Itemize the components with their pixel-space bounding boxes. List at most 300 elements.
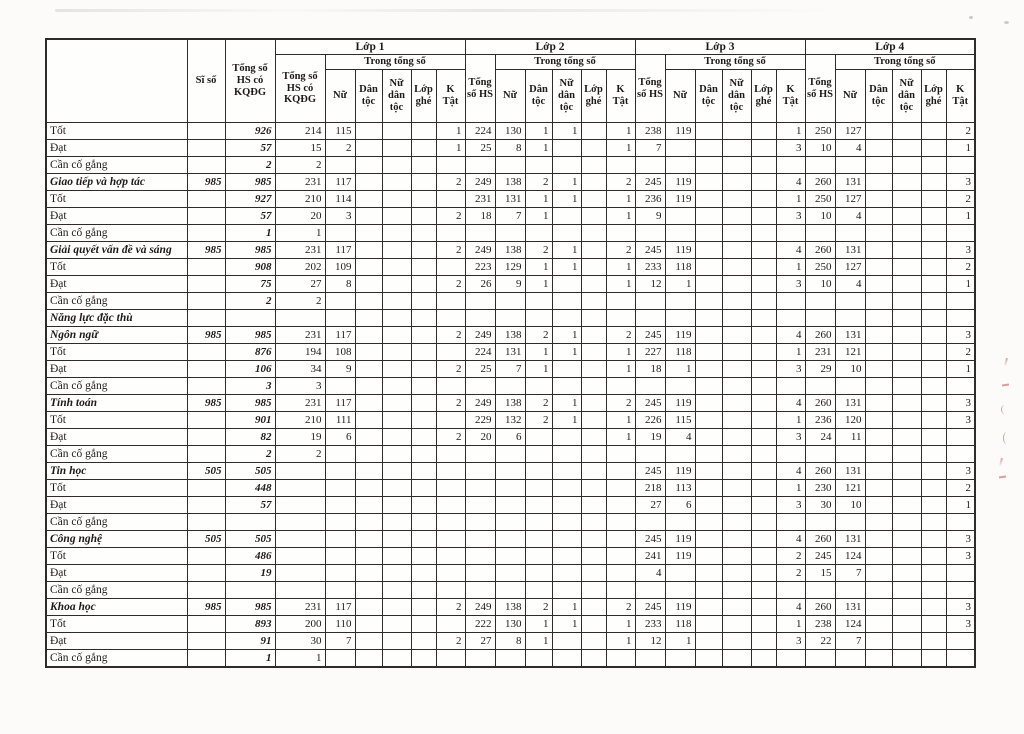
table-cell: 1 (946, 497, 975, 514)
table-cell: 2 (225, 157, 275, 174)
table-cell (722, 429, 751, 446)
table-cell: 1 (552, 174, 581, 191)
table-cell (751, 633, 776, 650)
table-cell (635, 293, 665, 310)
table-cell (751, 548, 776, 565)
table-cell: 119 (665, 327, 695, 344)
table-cell (776, 582, 805, 599)
table-cell: 57 (225, 208, 275, 225)
table-cell: 486 (225, 548, 275, 565)
table-cell (665, 310, 695, 327)
table-cell (695, 140, 722, 157)
table-cell: 1 (552, 327, 581, 344)
row-label: Giao tiếp và hợp tác (46, 174, 187, 191)
table-cell (581, 514, 606, 531)
table-cell (382, 123, 411, 140)
table-cell: 260 (805, 531, 835, 548)
table-cell: 218 (635, 480, 665, 497)
table-row (46, 429, 975, 446)
table-cell (581, 378, 606, 395)
table-cell (411, 276, 436, 293)
table-cell (695, 208, 722, 225)
table-cell (751, 293, 776, 310)
table-cell (325, 310, 355, 327)
table-cell (581, 497, 606, 514)
table-cell (695, 599, 722, 616)
table-cell (865, 650, 892, 668)
table-cell: 131 (835, 395, 865, 412)
table-cell (921, 123, 946, 140)
table-cell (805, 446, 835, 463)
table-cell: 8 (495, 140, 525, 157)
table-cell (382, 395, 411, 412)
table-cell: 2 (946, 191, 975, 208)
table-cell: 131 (835, 327, 865, 344)
table-cell (751, 140, 776, 157)
table-body (46, 123, 975, 668)
table-cell (581, 276, 606, 293)
table-cell (865, 276, 892, 293)
table-cell: 245 (635, 327, 665, 344)
table-cell: 1 (552, 259, 581, 276)
red-ink-mark (999, 476, 1006, 479)
table-cell (355, 157, 382, 174)
table-cell: 231 (465, 191, 495, 208)
table-cell (411, 514, 436, 531)
header-group-4: Lớp 4 (805, 39, 975, 55)
table-cell (436, 480, 465, 497)
table-cell (635, 650, 665, 668)
table-cell (751, 565, 776, 582)
table-cell (495, 531, 525, 548)
table-cell: 3 (946, 599, 975, 616)
table-cell (355, 446, 382, 463)
table-cell (382, 242, 411, 259)
table-cell (921, 276, 946, 293)
table-cell (436, 378, 465, 395)
table-cell (722, 208, 751, 225)
table-cell (776, 650, 805, 668)
table-cell: 4 (776, 327, 805, 344)
table-cell (695, 310, 722, 327)
table-cell: 138 (495, 599, 525, 616)
table-cell (411, 616, 436, 633)
table-cell (552, 276, 581, 293)
table-cell (436, 548, 465, 565)
table-cell (665, 157, 695, 174)
table-cell (946, 293, 975, 310)
table-cell (225, 310, 275, 327)
table-cell (411, 395, 436, 412)
table-cell (722, 259, 751, 276)
table-cell (465, 582, 495, 599)
table-cell (187, 582, 225, 599)
table-cell (751, 531, 776, 548)
table-cell (751, 327, 776, 344)
table-cell (355, 497, 382, 514)
table-cell (275, 310, 325, 327)
table-cell (411, 565, 436, 582)
table-cell (495, 497, 525, 514)
table-cell: 238 (635, 123, 665, 140)
table-cell (635, 582, 665, 599)
header-group-2-sub-3: Lớp ghé (581, 70, 606, 123)
table-cell (187, 140, 225, 157)
table-cell (946, 565, 975, 582)
table-cell: 1 (552, 599, 581, 616)
table-cell (805, 157, 835, 174)
table-cell (411, 582, 436, 599)
table-cell (751, 157, 776, 174)
table-cell (525, 497, 552, 514)
table-cell (892, 310, 921, 327)
table-cell (581, 123, 606, 140)
table-cell: 1 (606, 208, 635, 225)
table-cell (892, 157, 921, 174)
table-cell (892, 565, 921, 582)
table-cell (382, 497, 411, 514)
table-cell (921, 208, 946, 225)
table-cell (411, 157, 436, 174)
row-label: Cần cố gắng (46, 293, 187, 310)
table-cell: 2 (436, 395, 465, 412)
row-label: Đạt (46, 361, 187, 378)
table-cell: 2 (225, 446, 275, 463)
table-row (46, 633, 975, 650)
table-cell (946, 633, 975, 650)
table-row (46, 548, 975, 565)
table-cell (865, 191, 892, 208)
table-cell (382, 429, 411, 446)
table-cell (665, 565, 695, 582)
table-cell (892, 633, 921, 650)
table-cell: 2 (325, 140, 355, 157)
table-cell (695, 650, 722, 668)
table-cell (695, 616, 722, 633)
table-cell (525, 480, 552, 497)
table-cell: 20 (275, 208, 325, 225)
table-cell (722, 395, 751, 412)
table-cell (865, 293, 892, 310)
row-label: Đạt (46, 208, 187, 225)
table-cell: 3 (776, 208, 805, 225)
table-cell (552, 310, 581, 327)
table-cell: 25 (465, 361, 495, 378)
table-cell (411, 327, 436, 344)
table-cell: 245 (635, 174, 665, 191)
table-cell: 3 (946, 395, 975, 412)
table-cell: 4 (776, 531, 805, 548)
table-cell (382, 616, 411, 633)
table-cell: 127 (835, 123, 865, 140)
table-row (46, 650, 975, 668)
table-cell: 124 (835, 548, 865, 565)
table-cell: 231 (275, 599, 325, 616)
table-cell: 260 (805, 395, 835, 412)
table-cell: 119 (665, 242, 695, 259)
table-cell (187, 565, 225, 582)
table-cell: 18 (635, 361, 665, 378)
table-cell (411, 378, 436, 395)
table-cell (382, 480, 411, 497)
table-cell (722, 293, 751, 310)
table-cell (695, 463, 722, 480)
table-cell: 3 (946, 412, 975, 429)
table-cell (325, 463, 355, 480)
table-cell: 131 (835, 242, 865, 259)
table-cell (581, 429, 606, 446)
table-row (46, 157, 975, 174)
table-row (46, 463, 975, 480)
table-cell: 227 (635, 344, 665, 361)
table-cell (382, 599, 411, 616)
table-cell: 131 (835, 599, 865, 616)
table-cell (921, 242, 946, 259)
table-cell (776, 310, 805, 327)
table-cell: 1 (776, 259, 805, 276)
table-cell: 3 (776, 361, 805, 378)
table-cell (751, 616, 776, 633)
table-cell (525, 293, 552, 310)
table-cell: 4 (776, 599, 805, 616)
table-cell (695, 174, 722, 191)
table-cell: 7 (495, 361, 525, 378)
table-cell (495, 565, 525, 582)
table-cell (695, 446, 722, 463)
table-cell (865, 378, 892, 395)
table-cell (722, 157, 751, 174)
table-cell (695, 225, 722, 242)
table-cell (695, 123, 722, 140)
table-cell (581, 480, 606, 497)
scan-speck (969, 16, 973, 19)
table-cell: 229 (465, 412, 495, 429)
table-cell (382, 344, 411, 361)
table-cell: 2 (225, 293, 275, 310)
table-cell: 2 (436, 174, 465, 191)
table-cell (436, 310, 465, 327)
table-cell (355, 208, 382, 225)
table-cell (411, 463, 436, 480)
table-cell: 119 (665, 395, 695, 412)
header-group-3: Lớp 3 (635, 39, 805, 55)
table-cell (665, 378, 695, 395)
table-cell: 260 (805, 174, 835, 191)
table-cell (635, 378, 665, 395)
table-cell (865, 599, 892, 616)
table-cell (187, 225, 225, 242)
table-cell (355, 242, 382, 259)
table-cell: 3 (946, 531, 975, 548)
table-cell (552, 225, 581, 242)
table-row (46, 242, 975, 259)
table-cell (606, 157, 635, 174)
table-cell (411, 191, 436, 208)
table-cell: 505 (225, 463, 275, 480)
table-cell: 22 (805, 633, 835, 650)
header-total-kqdg: Tổng số HS có KQĐG (225, 39, 275, 123)
table-row (46, 208, 975, 225)
table-cell: 131 (495, 344, 525, 361)
table-cell (835, 650, 865, 668)
table-cell: 2 (525, 412, 552, 429)
table-cell (355, 633, 382, 650)
table-row (46, 259, 975, 276)
table-cell: 3 (776, 497, 805, 514)
table-cell (382, 548, 411, 565)
table-cell (635, 446, 665, 463)
table-cell: 1 (436, 140, 465, 157)
table-cell: 985 (225, 395, 275, 412)
table-cell (892, 446, 921, 463)
table-cell: 260 (805, 242, 835, 259)
row-label: Đạt (46, 276, 187, 293)
table-cell: 224 (465, 344, 495, 361)
table-cell: 2 (946, 344, 975, 361)
table-cell (695, 276, 722, 293)
table-cell: 2 (606, 242, 635, 259)
table-cell: 8 (495, 633, 525, 650)
table-cell: 2 (776, 565, 805, 582)
table-cell (921, 633, 946, 650)
table-cell (751, 344, 776, 361)
table-cell (382, 446, 411, 463)
table-cell (665, 140, 695, 157)
table-cell (187, 310, 225, 327)
table-cell (805, 650, 835, 668)
table-cell: 260 (805, 599, 835, 616)
table-cell: 57 (225, 140, 275, 157)
table-cell (465, 497, 495, 514)
table-cell (865, 259, 892, 276)
table-cell (865, 174, 892, 191)
table-cell (892, 395, 921, 412)
table-cell (355, 174, 382, 191)
table-cell (325, 531, 355, 548)
table-cell (411, 531, 436, 548)
table-cell (865, 395, 892, 412)
table-cell (865, 565, 892, 582)
table-cell (695, 531, 722, 548)
table-cell (436, 412, 465, 429)
table-cell: 2 (436, 429, 465, 446)
table-cell: 226 (635, 412, 665, 429)
table-cell (921, 327, 946, 344)
table-cell (187, 157, 225, 174)
table-cell (187, 514, 225, 531)
table-cell (225, 582, 275, 599)
table-cell: 3 (776, 633, 805, 650)
table-cell: 24 (805, 429, 835, 446)
table-cell: 2 (776, 548, 805, 565)
table-cell: 29 (805, 361, 835, 378)
table-cell (552, 514, 581, 531)
table-cell (865, 463, 892, 480)
table-cell (581, 650, 606, 668)
table-cell (695, 548, 722, 565)
table-cell: 1 (225, 650, 275, 668)
table-cell: 2 (525, 327, 552, 344)
table-cell (382, 378, 411, 395)
table-cell: 210 (275, 191, 325, 208)
table-cell (355, 310, 382, 327)
row-label: Cần cố gắng (46, 650, 187, 668)
table-cell (722, 548, 751, 565)
table-cell: 1 (606, 259, 635, 276)
table-cell (805, 378, 835, 395)
table-cell (892, 599, 921, 616)
table-cell (355, 599, 382, 616)
table-cell (411, 446, 436, 463)
table-cell (581, 361, 606, 378)
table-cell (465, 650, 495, 668)
table-cell (436, 531, 465, 548)
table-cell (581, 259, 606, 276)
table-cell: 75 (225, 276, 275, 293)
table-cell (892, 531, 921, 548)
table-cell (552, 429, 581, 446)
table-cell (355, 548, 382, 565)
table-cell: 9 (635, 208, 665, 225)
table-cell (751, 225, 776, 242)
table-cell (325, 446, 355, 463)
table-cell: 127 (835, 191, 865, 208)
table-cell (325, 548, 355, 565)
table-cell (275, 463, 325, 480)
table-cell: 9 (495, 276, 525, 293)
table-cell (695, 429, 722, 446)
table-cell (805, 582, 835, 599)
table-cell: 119 (665, 191, 695, 208)
table-cell (865, 514, 892, 531)
table-cell: 119 (665, 548, 695, 565)
table-cell: 245 (635, 531, 665, 548)
row-label: Tốt (46, 259, 187, 276)
table-cell (465, 548, 495, 565)
table-cell: 9 (325, 361, 355, 378)
table-cell (325, 225, 355, 242)
table-cell (751, 191, 776, 208)
table-cell: 2 (436, 327, 465, 344)
table-cell (411, 344, 436, 361)
table-cell (275, 548, 325, 565)
table-cell (355, 276, 382, 293)
table-cell (892, 242, 921, 259)
table-row (46, 616, 975, 633)
header-group-1-sub-4: K Tật (436, 70, 465, 123)
table-cell (751, 242, 776, 259)
table-cell (921, 531, 946, 548)
table-cell (355, 582, 382, 599)
row-label: Cần cố gắng (46, 157, 187, 174)
table-cell (921, 599, 946, 616)
table-cell (581, 327, 606, 344)
table-cell (695, 327, 722, 344)
row-label: Tin học (46, 463, 187, 480)
table-cell: 236 (805, 412, 835, 429)
table-cell (411, 633, 436, 650)
table-cell (921, 174, 946, 191)
table-cell (776, 378, 805, 395)
table-cell (187, 378, 225, 395)
table-cell (382, 259, 411, 276)
table-cell (355, 361, 382, 378)
table-cell (722, 599, 751, 616)
table-cell (892, 429, 921, 446)
table-cell (581, 412, 606, 429)
table-cell: 130 (495, 616, 525, 633)
table-cell: 202 (275, 259, 325, 276)
